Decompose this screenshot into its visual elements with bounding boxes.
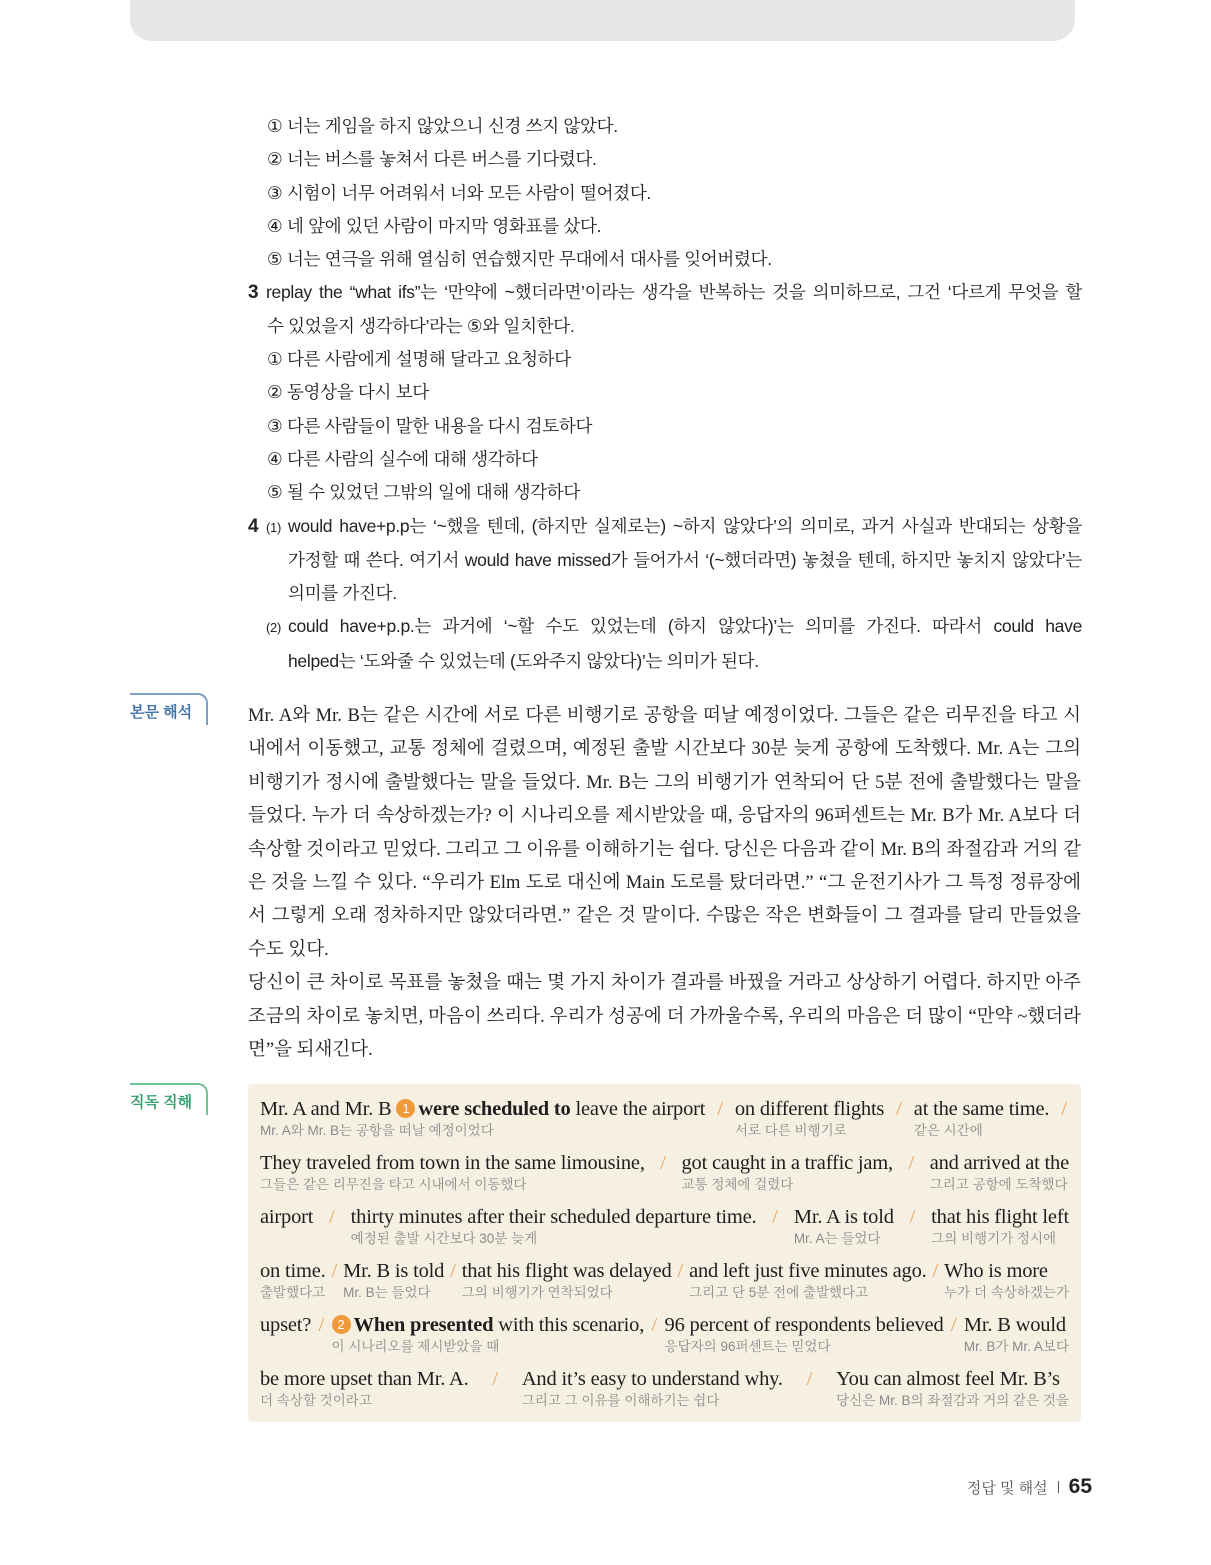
english-chunk	[260, 1096, 705, 1122]
sense-chunk	[665, 1312, 944, 1356]
english-text: Mr. A and Mr. B	[260, 1098, 397, 1120]
sense-chunk	[930, 1150, 1069, 1194]
sense-chunk	[964, 1312, 1069, 1356]
korean-gloss: 더 속상할 것이라고	[260, 1393, 372, 1408]
chunk-divider-slash: /	[908, 1152, 915, 1174]
korean-gloss: Mr. A와 Mr. B는 공항을 떠날 예정이었다	[260, 1123, 494, 1138]
english-chunk	[343, 1258, 444, 1284]
english-text: that his flight was delayed	[461, 1260, 672, 1282]
english-text: leave the airport	[570, 1098, 706, 1120]
page-number: 65	[1068, 1475, 1092, 1498]
chunk-divider-slash: /	[932, 1260, 939, 1282]
english-chunk	[665, 1312, 944, 1338]
korean-gloss: 응답자의 96퍼센트는 믿었다	[664, 1339, 831, 1354]
chunk-divider-slash: /	[717, 1098, 723, 1120]
sense-chunk	[260, 1096, 705, 1140]
korean-gloss: 이 시나리오를 제시받았을 때	[331, 1339, 500, 1354]
q3-option: ⑤ 될 수 있었던 그밖의 일에 대해 생각하다	[267, 482, 581, 503]
english-chunk	[260, 1366, 469, 1392]
page-footer	[967, 1475, 1092, 1499]
korean-gloss: 그의 비행기가 연착되었다	[461, 1285, 613, 1300]
answer-explanations	[248, 110, 1082, 678]
q3-text-line: replay the “what ifs”는 ‘만약에 ~했더라면’이라는 생각을 반복하는 것을 의미하므로, 그건 ‘다르게 무엇을 할	[266, 282, 1082, 303]
chunk-divider-slash: /	[651, 1314, 658, 1336]
q3-option: ③ 다른 사람들이 말한 내용을 다시 검토하다	[267, 415, 593, 436]
english-text: Mr. A is told	[793, 1206, 894, 1228]
english-chunk	[260, 1312, 311, 1338]
english-chunk	[931, 1204, 1069, 1230]
q3-option: ② 동영상을 다시 보다	[267, 382, 429, 403]
chunk-divider-slash: /	[896, 1098, 902, 1120]
english-chunk	[260, 1204, 313, 1230]
chunk-divider-slash: /	[772, 1206, 778, 1228]
korean-gloss: 그리고 그 이유를 이해하기는 쉽다	[521, 1393, 720, 1408]
korean-gloss: Mr. B가 Mr. A보다	[963, 1339, 1069, 1354]
q4-text-line: could have+p.p.는 과거에 ‘~할 수도 있었는데 (하지 않았다)’는 의미를 가진다. 따라서 could have	[288, 616, 1082, 637]
sense-chunk	[689, 1258, 926, 1302]
korean-gloss: 당신은 Mr. B의 좌절감과 거의 같은 것을	[836, 1393, 1069, 1408]
footer-divider	[1058, 1481, 1059, 1493]
grammar-point-text: When presented	[353, 1314, 494, 1336]
english-text: be more upset than Mr. A.	[260, 1368, 469, 1390]
korean-gloss	[260, 1338, 311, 1356]
q3-option: ① 다른 사람에게 설명해 달라고 요청하다	[267, 349, 571, 370]
english-text: and arrived at the	[929, 1152, 1069, 1174]
korean-gloss: 출발했다고	[260, 1285, 326, 1300]
sense-chunk	[351, 1204, 757, 1248]
header-bar	[130, 0, 1075, 41]
direct-reading-box	[248, 1084, 1081, 1422]
sense-chunk	[332, 1312, 645, 1356]
sense-chunk	[836, 1366, 1069, 1410]
sense-chunk	[260, 1258, 326, 1302]
english-text: They traveled from town in the same limousine,	[260, 1152, 645, 1174]
direct-reading-row	[260, 1366, 1069, 1410]
english-chunk	[260, 1150, 645, 1176]
q4-part2	[248, 610, 1082, 644]
q3-option: ④ 다른 사람의 실수에 대해 생각하다	[267, 448, 538, 469]
grammar-point-badge: 1	[396, 1099, 415, 1118]
sense-chunk	[914, 1096, 1050, 1140]
sense-chunk	[682, 1150, 893, 1194]
sense-chunk	[931, 1204, 1069, 1248]
chunk-divider-slash: /	[1061, 1098, 1067, 1120]
english-text: and left just five minutes ago.	[689, 1260, 927, 1282]
english-text: You can almost feel Mr. B’s	[836, 1368, 1060, 1390]
english-text: on different flights	[734, 1098, 885, 1120]
korean-gloss: 같은 시간에	[913, 1123, 983, 1138]
grammar-point-badge: 2	[332, 1315, 351, 1334]
sense-chunk	[944, 1258, 1069, 1302]
translation-paragraph: 당신이 큰 차이로 목표를 놓쳤을 때는 몇 가지 차이가 결과를 바꿨을 거라고 상상하기 어렵다. 하지만 아주 조금의 차이로 놓치면, 마음이 쓰리다. 우리가 성공에 더 가까울수록, 우리의 마음은 더 많이 “만약 ~했더라면”을 되새긴다.	[248, 973, 1081, 1061]
chunk-divider-slash: /	[450, 1260, 456, 1282]
q2-option: ④ 네 앞에 있던 사람이 마지막 영화표를 샀다.	[267, 215, 602, 236]
korean-gloss: 그리고 단 5분 전에 출발했다고	[689, 1285, 869, 1300]
q2-option: ① 너는 게임을 하지 않았으니 신경 쓰지 않았다.	[267, 116, 618, 136]
korean-gloss: 그의 비행기가 정시에	[931, 1231, 1057, 1246]
q4-text-line: 가정할 때 쓴다. 여기서 would have missed가 들어가서 ‘(~했더라면) 놓쳤을 텐데, 하지만 놓치지 않았다’는	[288, 549, 1082, 570]
korean-gloss: 교통 정체에 걸렸다	[681, 1177, 794, 1192]
english-chunk	[689, 1258, 926, 1284]
english-text: with this scenario,	[493, 1314, 645, 1336]
sense-chunk	[462, 1258, 672, 1302]
chunk-divider-slash: /	[909, 1206, 916, 1228]
direct-reading-label: 직독 직해	[130, 1083, 208, 1115]
translation-label: 본문 해석	[130, 693, 208, 725]
korean-gloss: Mr. A는 들었다	[793, 1231, 881, 1246]
english-text: at the same time.	[913, 1098, 1050, 1120]
chunk-divider-slash: /	[329, 1206, 335, 1228]
english-chunk	[260, 1258, 326, 1284]
q4-text-line: would have+p.p는 ‘~했을 텐데, (하지만 실제로는) ~하지 않았다’의 의미로, 과거 사실과 반대되는 상황을	[288, 515, 1082, 536]
english-text: on time.	[260, 1260, 326, 1282]
korean-gloss: 서로 다른 비행기로	[734, 1123, 847, 1138]
english-text: that his flight left	[931, 1206, 1069, 1228]
q4-part-number: (1)	[266, 519, 281, 535]
english-chunk	[462, 1258, 672, 1284]
english-text: Who is more	[944, 1260, 1048, 1282]
korean-gloss: 예정된 출발 시간보다 30분 늦게	[350, 1231, 538, 1246]
q4-text-line: helped는 ‘도와줄 수 있었는데 (도와주지 않았다)’는 의미가 된다.	[288, 650, 759, 671]
q2-option: ⑤ 너는 연극을 위해 열심히 연습했지만 무대에서 대사를 잊어버렸다.	[267, 249, 772, 270]
english-text: upset?	[260, 1314, 312, 1336]
english-chunk	[930, 1150, 1069, 1176]
direct-reading-row	[260, 1258, 1069, 1302]
english-chunk	[682, 1150, 893, 1176]
direct-reading-row	[260, 1204, 1069, 1248]
korean-gloss: 누가 더 속상하겠는가	[944, 1285, 1069, 1300]
q4-part-number: (2)	[266, 620, 281, 636]
direct-reading-row	[260, 1150, 1069, 1194]
english-text: got caught in a traffic jam,	[681, 1152, 893, 1174]
grammar-point-text: were scheduled to	[418, 1098, 571, 1120]
q4-text-line: 의미를 가진다.	[288, 583, 397, 604]
english-chunk	[836, 1366, 1069, 1392]
q3-text-line: 수 있었을지 생각하다’라는 ⑤와 일치한다.	[267, 315, 575, 336]
sense-chunk	[522, 1366, 783, 1410]
english-text: And it’s easy to understand why.	[521, 1368, 783, 1390]
english-chunk	[914, 1096, 1050, 1122]
sense-chunk	[735, 1096, 884, 1140]
direct-reading-row	[260, 1312, 1069, 1356]
korean-gloss: 그들은 같은 리무진을 타고 시내에서 이동했다	[260, 1177, 527, 1192]
chunk-divider-slash: /	[331, 1260, 338, 1282]
sense-chunk	[260, 1204, 313, 1248]
sense-chunk	[260, 1312, 311, 1356]
english-chunk	[351, 1204, 757, 1230]
chunk-divider-slash: /	[806, 1368, 813, 1390]
direct-reading-row	[260, 1096, 1069, 1140]
korean-gloss: Mr. B는 들었다	[343, 1285, 431, 1300]
chunk-divider-slash: /	[492, 1368, 499, 1390]
sense-chunk	[260, 1150, 645, 1194]
english-chunk	[944, 1258, 1069, 1284]
english-chunk	[735, 1096, 884, 1122]
korean-gloss	[260, 1230, 313, 1248]
chunk-divider-slash: /	[660, 1152, 666, 1174]
chunk-divider-slash: /	[677, 1260, 684, 1282]
q2-option: ③ 시험이 너무 어려워서 너와 모든 사람이 떨어졌다.	[267, 182, 651, 203]
english-text: airport	[260, 1206, 314, 1228]
english-text: Mr. B would	[963, 1314, 1066, 1336]
chunk-divider-slash: /	[950, 1314, 957, 1336]
sense-chunk	[260, 1366, 469, 1410]
translation-paragraph: Mr. A와 Mr. B는 같은 시간에 서로 다른 비행기로 공항을 떠날 예정이었다. 그들은 같은 리무진을 타고 시내에서 이동했고, 교통 정체에 걸렸으며, 예정된 출발 시간보다 30분 늦게 공항에 도착했다. Mr. A는 그의 비행기가 정시에 출발했다는 말을 들었다. Mr. B는 그의 비행기가 연착되어 단 5분 전에 출발했다는 말을 들었다. 누가 더 속상하겠는가? 이 시나리오를 제시받았을 때, 응답자의 96퍼센트는 Mr. B가 Mr. A보다 더 속상할 것이라고 믿었다. 그리고 그 이유를 이해하기는 쉽다. 당신은 다음과 같이 Mr. B의 좌절감과 거의 같은 것을 느낄 수 있다. “우리가 Elm 도로 대신에 Main 도로를 탔더라면.” “그 운전기사가 그 특정 정류장에서 그렇게 오래 정차하지만 않았더라면.” 같은 것 말이다. 수많은 작은 변화들이 그 결과를 달리 만들었을 수도 있다.	[248, 706, 1081, 960]
sense-chunk	[343, 1258, 444, 1302]
sense-chunk	[794, 1204, 894, 1248]
english-text: 96 percent of respondents believed	[664, 1314, 944, 1336]
q2-option: ② 너는 버스를 놓쳐서 다른 버스를 기다렸다.	[267, 149, 597, 170]
q4-number: 4	[248, 515, 259, 537]
english-text: Mr. B is told	[343, 1260, 445, 1282]
english-text: thirty minutes after their scheduled departure time.	[350, 1206, 757, 1228]
english-chunk	[522, 1366, 783, 1392]
translation-text	[248, 700, 1081, 1067]
chunk-divider-slash: /	[318, 1314, 325, 1336]
q3-number: 3	[248, 282, 259, 304]
korean-gloss: 그리고 공항에 도착했다	[929, 1177, 1068, 1192]
footer-section: 정답 및 해설	[966, 1479, 1048, 1497]
english-chunk	[964, 1312, 1069, 1338]
english-chunk	[332, 1312, 645, 1338]
english-chunk	[794, 1204, 894, 1230]
q3-explanation	[248, 276, 1082, 309]
q4-explanation	[248, 510, 1082, 544]
